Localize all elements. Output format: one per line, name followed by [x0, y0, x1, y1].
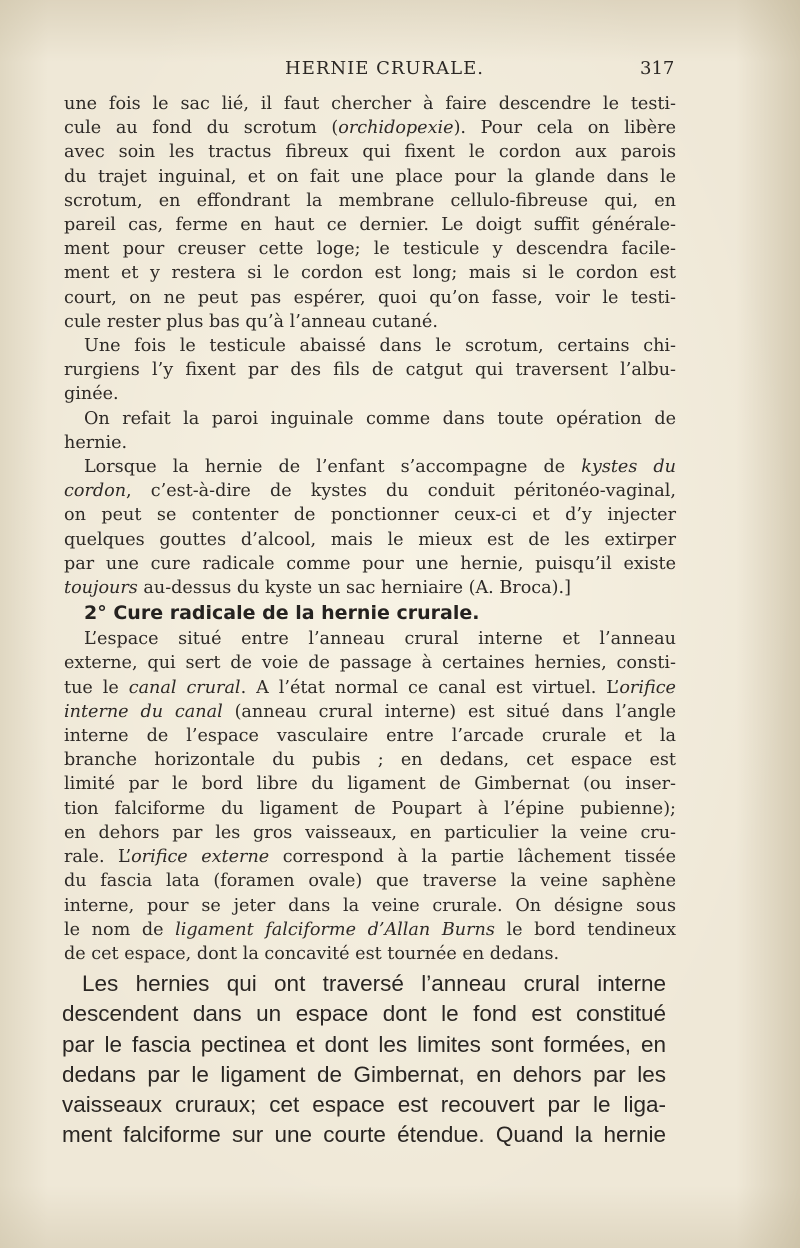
running-head: HERNIE CRURALE.	[285, 58, 484, 79]
text-line: on peut se contenter de ponctionner ceux-ci et d’y injecter	[64, 505, 676, 526]
text-line: Les hernies qui ont traversé l’anneau crural interne	[82, 971, 666, 996]
text-line: de cet espace, dont la concavité est tournée en dedans.	[64, 943, 560, 964]
text-line: tion falciforme du ligament de Poupart à l’épine pubienne);	[64, 798, 676, 819]
text-line: le nom de ligament falciforme d’Allan Burns le bord tendineux	[64, 919, 676, 940]
text-line: avec soin les tractus fibreux qui fixent le cordon aux parois	[64, 142, 676, 163]
text-line: dedans par le ligament de Gimbernat, en dehors par les	[62, 1061, 666, 1087]
section-title: Cure radicale de la hernie crurale.	[113, 602, 480, 625]
text-line: rurgiens l’y fixent par des fils de catgut qui traversent l’albu-	[64, 360, 676, 381]
text-line: pareil cas, ferme en haut ce dernier. Le doigt suffit générale-	[64, 215, 676, 236]
text-line: L’espace situé entre l’anneau crural interne et l’anneau	[84, 629, 676, 650]
text-line: par une cure radicale comme pour une hernie, puisqu’il existe	[64, 553, 676, 574]
main-text-block	[64, 92, 676, 966]
text-line: toujours au-dessus du kyste un sac herniaire (A. Broca).]	[64, 578, 571, 599]
text-line: cordon, c’est-à-dire de kystes du conduit péritonéo-vaginal,	[64, 481, 676, 502]
text-line: Lorsque la hernie de l’enfant s’accompagne de kystes du	[84, 457, 677, 478]
text-line: cule rester plus bas qu’à l’anneau cutané.	[64, 311, 438, 332]
text-line: interne de l’espace vasculaire entre l’arcade crurale et la	[64, 726, 676, 747]
text-line: du fascia lata (foramen ovale) que traverse la veine saphène	[64, 871, 676, 892]
text-line: une fois le sac lié, il faut chercher à faire descendre le testi-	[64, 94, 676, 114]
text-line: interne du canal (anneau crural interne) est situé dans l’angle	[64, 701, 676, 722]
text-line: du trajet inguinal, et on fait une place pour la glande dans le	[64, 166, 676, 187]
page-number: 317	[640, 58, 675, 79]
text-line: ment et y restera si le cordon est long; mais si le cordon est	[64, 263, 676, 284]
text-line: quelques gouttes d’alcool, mais le mieux est de les extirper	[64, 529, 676, 550]
text-line: Une fois le testicule abaissé dans le scrotum, certains chi-	[84, 336, 676, 357]
text-line: descendent dans un espace dont le fond est constitué	[62, 1001, 666, 1027]
text-line: cule au fond du scrotum (orchidopexie). Pour cela on libère	[64, 118, 676, 139]
text-line: ment falciforme sur une courte étendue. Quand la hernie	[62, 1122, 666, 1148]
text-line: en dehors par les gros vaisseaux, en particulier la veine cru-	[64, 822, 676, 843]
text-line: limité par le bord libre du ligament de Gimbernat (ou inser-	[64, 774, 676, 795]
text-line: court, on ne peut pas espérer, quoi qu’on fasse, voir le testi-	[64, 287, 676, 308]
text-line: rale. L’orifice externe correspond à la partie lâchement tissée	[64, 847, 677, 868]
text-line: tue le canal crural. A l’état normal ce canal est virtuel. L’orifice	[64, 677, 676, 698]
text-line: vaisseaux cruraux; cet espace est recouvert par le liga-	[62, 1092, 666, 1118]
text-line: hernie.	[64, 432, 128, 453]
text-line: On refait la paroi inguinale comme dans toute opération de	[84, 408, 676, 429]
text-line: par le fascia pectinea et dont les limites sont formées, en	[62, 1031, 666, 1057]
text-line: scrotum, en effondrant la membrane cellulo-fibreuse qui, en	[64, 190, 676, 211]
text-line: interne, pour se jeter dans la veine crurale. On désigne sous	[64, 895, 676, 916]
section-number: 2°	[84, 602, 107, 625]
text-line: ginée.	[64, 384, 119, 405]
text-line: branche horizontale du pubis ; en dedans, cet espace est	[64, 750, 676, 771]
text-line: ment pour creuser cette loge; le testicule y descendra facile-	[64, 239, 676, 260]
continuation-text-block	[62, 969, 666, 1151]
text-line: externe, qui sert de voie de passage à certaines hernies, consti-	[64, 653, 676, 674]
section-heading	[64, 600, 676, 627]
